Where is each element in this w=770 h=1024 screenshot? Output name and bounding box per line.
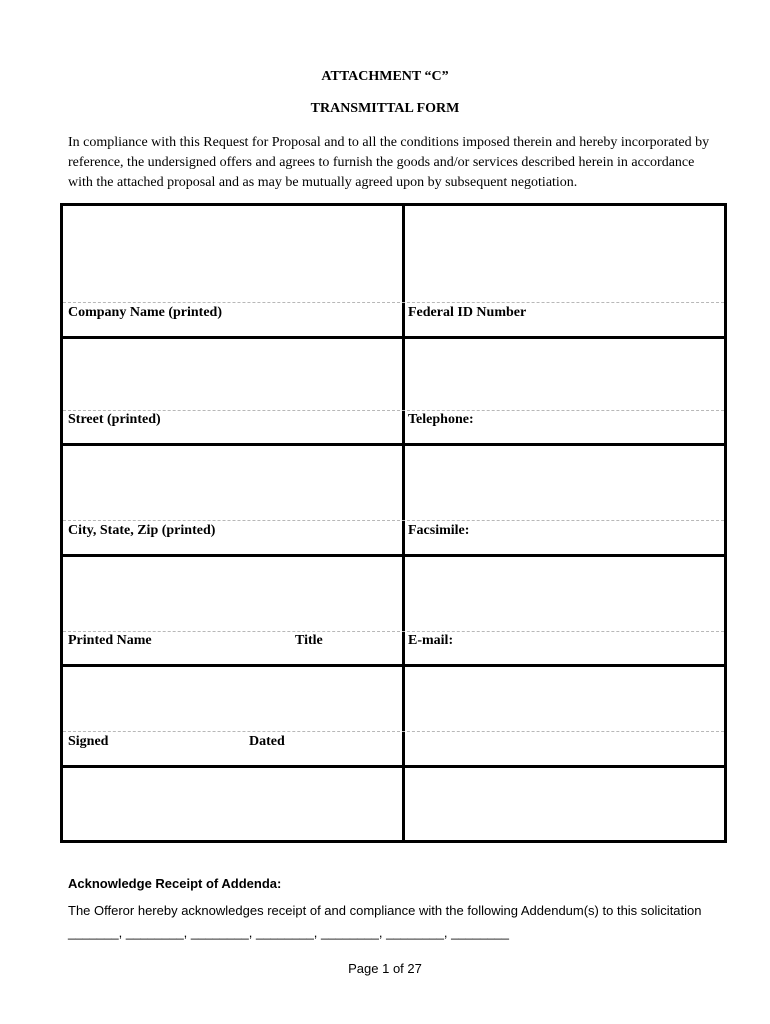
printed-name-label: Printed Name <box>68 633 152 648</box>
federal-id-field[interactable] <box>405 206 724 302</box>
attachment-title: ATTACHMENT “C” <box>321 69 449 84</box>
addenda-text: The Offeror hereby acknowledges receipt of and compliance with the following Addendum(s) to this solicitation <box>68 903 702 918</box>
street-label: Street (printed) <box>68 412 161 427</box>
facsimile-field[interactable] <box>405 446 724 520</box>
federal-id-label: Federal ID Number <box>408 305 527 320</box>
entry-line <box>63 731 724 732</box>
facsimile-label: Facsimile: <box>408 523 470 538</box>
entry-line <box>63 302 724 303</box>
dated-label: Dated <box>249 734 285 749</box>
blank-cell-right[interactable] <box>405 667 724 731</box>
entry-line <box>63 410 724 411</box>
addenda-blanks[interactable]: _______, ________, ________, ________, ________, ________, ________ <box>68 925 509 940</box>
entry-line <box>63 520 724 521</box>
intro-paragraph: In compliance with this Request for Proposal and to all the conditions imposed therein and hereby incorporated by reference, the undersigned offers and agrees to furnish the goods and/or services described herein in accordance with the attached proposal and as may be mutually agreed upon by subsequent negotiation. <box>68 135 710 190</box>
email-field[interactable] <box>405 557 724 631</box>
telephone-field[interactable] <box>405 339 724 410</box>
blank-cell-bottom-right[interactable] <box>405 768 724 840</box>
email-label: E-mail: <box>408 633 454 648</box>
form-title: TRANSMITTAL FORM <box>310 101 460 116</box>
company-name-field[interactable] <box>63 206 402 302</box>
telephone-label: Telephone: <box>408 412 474 427</box>
transmittal-form-table <box>60 203 727 843</box>
page-number: Page 1 of 27 <box>348 961 422 976</box>
printed-name-title-field[interactable] <box>63 557 402 631</box>
blank-cell-bottom-left[interactable] <box>63 768 402 840</box>
title-label: Title <box>295 633 323 648</box>
city-state-zip-label: City, State, Zip (printed) <box>68 523 216 538</box>
addenda-heading: Acknowledge Receipt of Addenda: <box>68 876 282 891</box>
city-state-zip-field[interactable] <box>63 446 402 520</box>
street-field[interactable] <box>63 339 402 410</box>
signed-label: Signed <box>68 734 109 749</box>
signed-dated-field[interactable] <box>63 667 402 731</box>
company-name-label: Company Name (printed) <box>68 305 222 320</box>
entry-line <box>63 631 724 632</box>
